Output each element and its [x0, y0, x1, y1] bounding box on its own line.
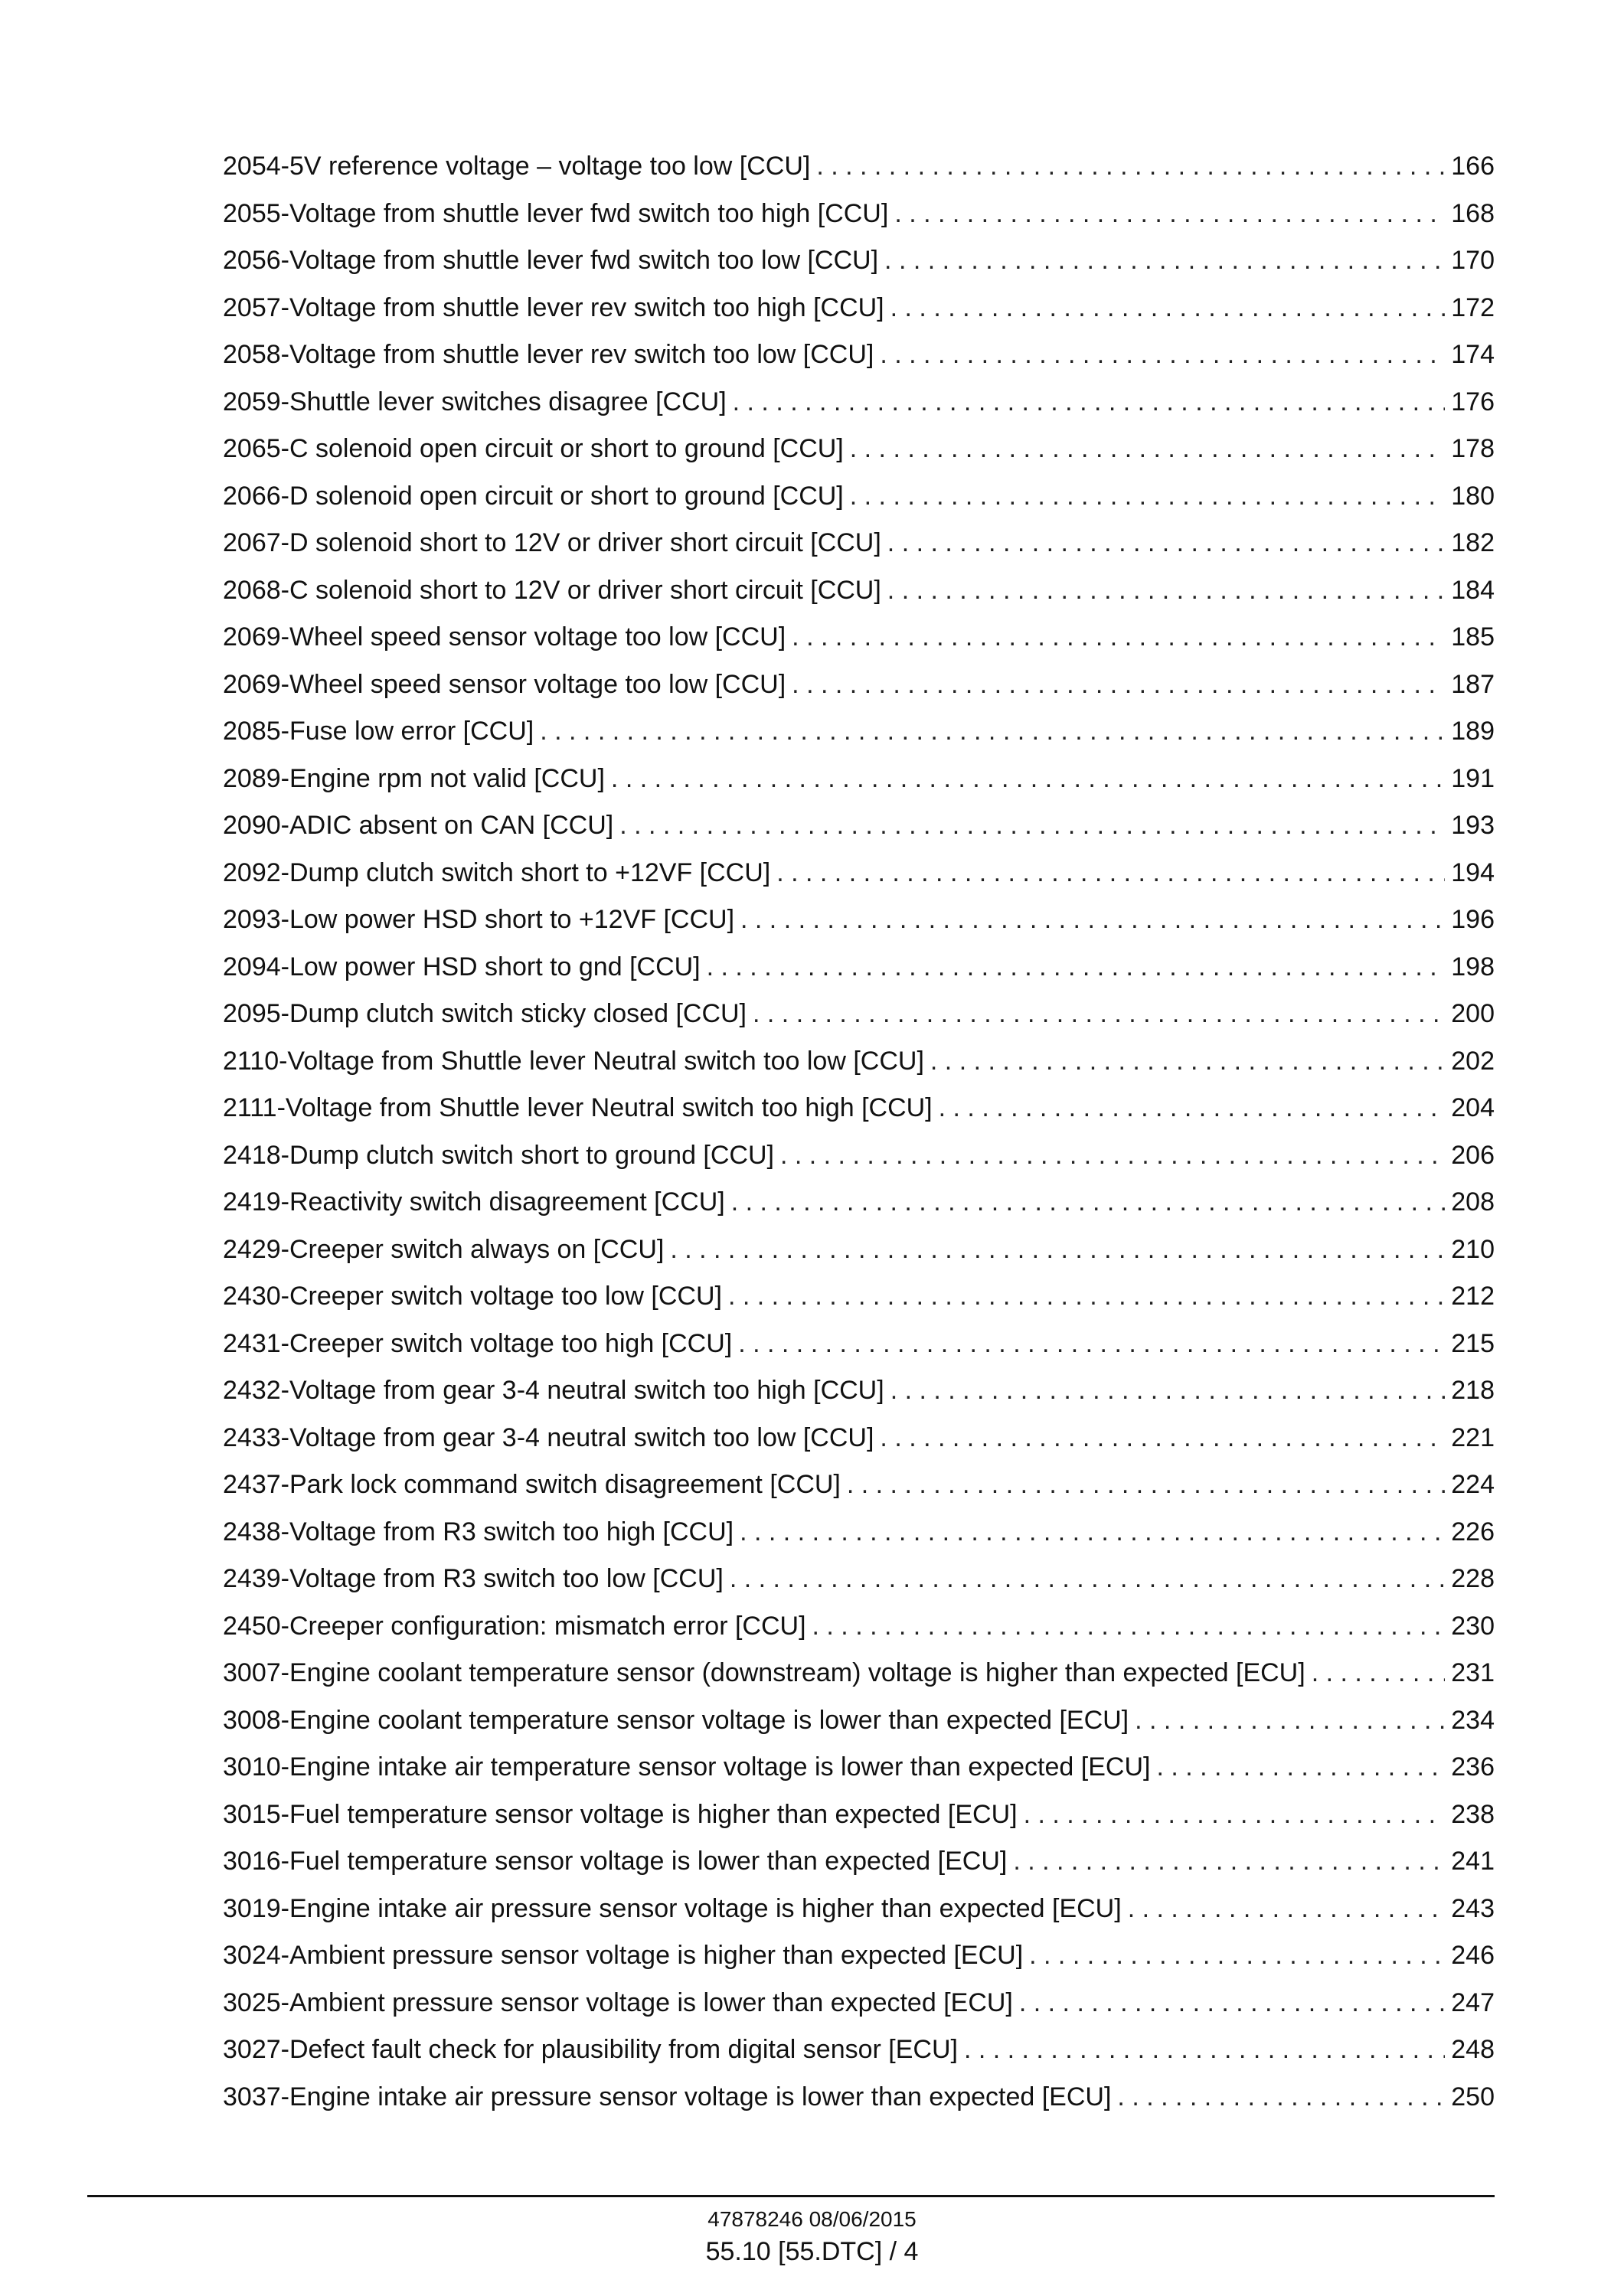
toc-entry-page: 180: [1451, 481, 1495, 511]
dot-leader: [887, 575, 1445, 606]
toc-entry-page: 200: [1451, 999, 1495, 1028]
toc-entry-title: 2059-Shuttle lever switches disagree [CCU]: [223, 387, 727, 416]
toc-entry-page: 226: [1451, 1517, 1495, 1546]
toc-entry-page: 234: [1451, 1705, 1495, 1735]
toc-entry-page: 191: [1451, 763, 1495, 793]
toc-entry-title: 2056-Voltage from shuttle lever fwd switch too low [CCU]: [223, 246, 879, 275]
dot-leader: [792, 669, 1445, 700]
dot-leader: [1019, 1987, 1445, 2018]
toc-entry-page: 178: [1451, 434, 1495, 463]
toc-entry[interactable]: [223, 1752, 1495, 1799]
toc-entry-page: 236: [1451, 1752, 1495, 1782]
toc-entry-title: 2433-Voltage from gear 3-4 neutral switch too low [CCU]: [223, 1422, 874, 1452]
toc-entry-title: 2089-Engine rpm not valid [CCU]: [223, 763, 605, 793]
dot-leader: [730, 1563, 1445, 1594]
toc-entry-title: 2431-Creeper switch voltage too high [CCU]: [223, 1328, 733, 1358]
dot-leader: [880, 339, 1445, 370]
toc-entry[interactable]: [223, 1046, 1495, 1093]
dot-leader: [812, 1611, 1446, 1641]
toc-entry-title: 3037-Engine intake air pressure sensor voltage is lower than expected [ECU]: [223, 2082, 1112, 2111]
toc-entry-page: 193: [1451, 811, 1495, 840]
toc-entry-title: 3025-Ambient pressure sensor voltage is lower than expected [ECU]: [223, 1987, 1013, 2017]
toc-entry-page: 184: [1451, 575, 1495, 605]
toc-entry-page: 218: [1451, 1376, 1495, 1405]
toc-entry-title: 2067-D solenoid short to 12V or driver short circuit [CCU]: [223, 528, 881, 557]
toc-entry-title: 2057-Voltage from shuttle lever rev switch too high [CCU]: [223, 292, 884, 322]
toc-entry-title: 3016-Fuel temperature sensor voltage is lower than expected [ECU]: [223, 1847, 1008, 1876]
table-of-contents: [223, 151, 1495, 2128]
dot-leader: [964, 2034, 1445, 2065]
toc-entry-page: 230: [1451, 1611, 1495, 1641]
toc-entry-title: 2419-Reactivity switch disagreement [CCU]: [223, 1187, 725, 1217]
toc-entry-title: 2437-Park lock command switch disagreement [CCU]: [223, 1470, 841, 1499]
toc-entry[interactable]: [223, 527, 1495, 575]
toc-entry[interactable]: [223, 1987, 1495, 2035]
footer-divider: [87, 2195, 1495, 2197]
dot-leader: [728, 1281, 1445, 1311]
toc-entry-title: 2068-C solenoid short to 12V or driver short circuit [CCU]: [223, 575, 881, 605]
toc-entry[interactable]: [223, 1234, 1495, 1282]
toc-entry-page: 182: [1451, 528, 1495, 557]
toc-entry-title: 2110-Voltage from Shuttle lever Neutral switch too low [CCU]: [223, 1046, 924, 1076]
toc-entry[interactable]: [223, 2082, 1495, 2129]
toc-entry-title: 2090-ADIC absent on CAN [CCU]: [223, 811, 614, 840]
toc-entry-page: 194: [1451, 857, 1495, 887]
toc-entry[interactable]: [223, 904, 1495, 952]
toc-entry-title: 2432-Voltage from gear 3-4 neutral switch too high [CCU]: [223, 1376, 884, 1405]
toc-entry[interactable]: [223, 339, 1495, 387]
dot-leader: [850, 481, 1446, 511]
dot-leader: [753, 998, 1445, 1029]
toc-entry-page: 247: [1451, 1987, 1495, 2017]
toc-entry[interactable]: [223, 952, 1495, 999]
dot-leader: [887, 527, 1445, 558]
footer-page-label: 55.10 [55.DTC] / 4: [705, 2237, 919, 2266]
toc-entry-title: 3007-Engine coolant temperature sensor (downstream) voltage is higher than expected [ECU]: [223, 1658, 1305, 1687]
toc-entry[interactable]: [223, 622, 1495, 669]
toc-entry-page: 172: [1451, 292, 1495, 322]
toc-entry-title: 2069-Wheel speed sensor voltage too low [CCU]: [223, 622, 786, 652]
dot-leader: [850, 433, 1446, 464]
toc-entry-page: 246: [1451, 1941, 1495, 1970]
dot-leader: [776, 857, 1445, 888]
toc-entry-title: 2092-Dump clutch switch short to +12VF [CCU]: [223, 857, 771, 887]
toc-entry[interactable]: [223, 1092, 1495, 1140]
toc-entry-page: 196: [1451, 905, 1495, 934]
toc-entry[interactable]: [223, 1422, 1495, 1470]
toc-entry[interactable]: [223, 387, 1495, 434]
dot-leader: [1029, 1940, 1445, 1971]
toc-entry[interactable]: [223, 1563, 1495, 1611]
dot-leader: [1312, 1657, 1446, 1688]
toc-entry[interactable]: [223, 198, 1495, 246]
toc-entry-title: 2094-Low power HSD short to gnd [CCU]: [223, 952, 701, 981]
toc-entry[interactable]: [223, 575, 1495, 622]
toc-entry[interactable]: [223, 763, 1495, 811]
toc-entry-title: 3024-Ambient pressure sensor voltage is higher than expected [ECU]: [223, 1941, 1024, 1970]
toc-entry-page: 215: [1451, 1328, 1495, 1358]
toc-entry-title: 2450-Creeper configuration: mismatch error [CCU]: [223, 1611, 806, 1641]
toc-entry-title: 2065-C solenoid open circuit or short to ground [CCU]: [223, 434, 844, 463]
toc-entry[interactable]: [223, 1140, 1495, 1187]
dot-leader: [939, 1092, 1446, 1123]
dot-leader: [1117, 2082, 1445, 2112]
toc-entry-page: 202: [1451, 1046, 1495, 1076]
toc-entry[interactable]: [223, 857, 1495, 905]
toc-entry[interactable]: [223, 2034, 1495, 2082]
toc-entry-page: 224: [1451, 1470, 1495, 1499]
toc-entry-title: 2438-Voltage from R3 switch too high [CCU]: [223, 1517, 734, 1546]
dot-leader: [780, 1140, 1445, 1171]
toc-entry-page: 241: [1451, 1847, 1495, 1876]
dot-leader: [540, 716, 1445, 746]
toc-entry[interactable]: [223, 1611, 1495, 1658]
toc-entry-title: 2066-D solenoid open circuit or short to ground [CCU]: [223, 481, 844, 511]
toc-entry[interactable]: [223, 1799, 1495, 1847]
toc-entry-title: 2085-Fuse low error [CCU]: [223, 717, 534, 746]
dot-leader: [816, 151, 1445, 181]
dot-leader: [670, 1234, 1445, 1265]
toc-entry-title: 3019-Engine intake air pressure sensor voltage is higher than expected [ECU]: [223, 1893, 1122, 1923]
toc-entry-page: 228: [1451, 1564, 1495, 1593]
toc-entry-title: 2093-Low power HSD short to +12VF [CCU]: [223, 905, 735, 934]
footer-document-code: 47878246 08/06/2015: [707, 2207, 917, 2231]
toc-entry-page: 206: [1451, 1140, 1495, 1170]
toc-entry-page: 231: [1451, 1658, 1495, 1687]
toc-entry-page: 189: [1451, 717, 1495, 746]
toc-entry[interactable]: [223, 669, 1495, 717]
toc-entry-title: 2058-Voltage from shuttle lever rev switch too low [CCU]: [223, 340, 874, 369]
toc-entry-title: 2055-Voltage from shuttle lever fwd switch too high [CCU]: [223, 198, 889, 228]
toc-entry-title: 2069-Wheel speed sensor voltage too low [CCU]: [223, 669, 786, 699]
toc-entry-title: 2111-Voltage from Shuttle lever Neutral switch too high [CCU]: [223, 1093, 933, 1122]
dot-leader: [740, 1517, 1445, 1547]
dot-leader: [792, 622, 1445, 652]
toc-entry[interactable]: [223, 151, 1495, 198]
dot-leader: [930, 1046, 1445, 1076]
toc-entry-page: 238: [1451, 1799, 1495, 1829]
toc-entry-title: 2430-Creeper switch voltage too low [CCU]: [223, 1282, 722, 1311]
dot-leader: [1156, 1752, 1445, 1782]
toc-entry-page: 208: [1451, 1187, 1495, 1217]
toc-entry[interactable]: [223, 810, 1495, 857]
toc-entry-title: 2418-Dump clutch switch short to ground [CCU]: [223, 1140, 774, 1170]
toc-entry[interactable]: [223, 245, 1495, 292]
toc-entry-page: 210: [1451, 1234, 1495, 1264]
dot-leader: [611, 763, 1445, 794]
dot-leader: [733, 387, 1446, 417]
toc-entry[interactable]: [223, 292, 1495, 340]
toc-entry[interactable]: [223, 716, 1495, 763]
toc-entry[interactable]: [223, 1375, 1495, 1422]
toc-entry-page: 168: [1451, 198, 1495, 228]
toc-entry[interactable]: [223, 481, 1495, 528]
dot-leader: [619, 810, 1445, 841]
toc-entry-page: 204: [1451, 1093, 1495, 1122]
dot-leader: [884, 245, 1445, 276]
toc-entry-page: 212: [1451, 1282, 1495, 1311]
dot-leader: [731, 1187, 1446, 1217]
dot-leader: [880, 1422, 1445, 1453]
toc-entry-title: 3027-Defect fault check for plausibility from digital sensor [ECU]: [223, 2035, 958, 2064]
dot-leader: [890, 1375, 1446, 1406]
toc-entry[interactable]: [223, 1705, 1495, 1752]
toc-entry-page: 166: [1451, 152, 1495, 181]
toc-entry-page: 248: [1451, 2035, 1495, 2064]
dot-leader: [1128, 1893, 1446, 1924]
toc-entry-page: 176: [1451, 387, 1495, 416]
dot-leader: [1013, 1846, 1445, 1876]
toc-entry-page: 187: [1451, 669, 1495, 699]
toc-entry[interactable]: [223, 1517, 1495, 1564]
toc-entry-page: 221: [1451, 1422, 1495, 1452]
toc-entry-title: 3015-Fuel temperature sensor voltage is higher than expected [ECU]: [223, 1799, 1018, 1829]
dot-leader: [890, 292, 1446, 323]
dot-leader: [847, 1469, 1445, 1500]
toc-entry-page: 174: [1451, 340, 1495, 369]
toc-entry[interactable]: [223, 433, 1495, 481]
toc-entry-title: 2439-Voltage from R3 switch too low [CCU]: [223, 1564, 724, 1593]
toc-entry[interactable]: [223, 1281, 1495, 1328]
toc-entry-title: 2054-5V reference voltage – voltage too low [CCU]: [223, 152, 811, 181]
toc-entry[interactable]: [223, 1657, 1495, 1705]
dot-leader: [738, 1328, 1445, 1359]
toc-entry-title: 2429-Creeper switch always on [CCU]: [223, 1234, 665, 1264]
toc-entry-page: 170: [1451, 246, 1495, 275]
toc-entry[interactable]: [223, 1328, 1495, 1376]
toc-entry[interactable]: [223, 998, 1495, 1046]
dot-leader: [894, 198, 1445, 229]
toc-entry[interactable]: [223, 1846, 1495, 1893]
dot-leader: [707, 952, 1446, 982]
toc-entry-title: 2095-Dump clutch switch sticky closed [CCU]: [223, 999, 747, 1028]
dot-leader: [1135, 1705, 1445, 1736]
toc-entry[interactable]: [223, 1940, 1495, 1987]
toc-entry-page: 250: [1451, 2082, 1495, 2111]
toc-entry[interactable]: [223, 1893, 1495, 1941]
toc-entry[interactable]: [223, 1187, 1495, 1234]
toc-entry-page: 243: [1451, 1893, 1495, 1923]
dot-leader: [1024, 1799, 1446, 1830]
dot-leader: [740, 904, 1445, 935]
toc-entry-page: 198: [1451, 952, 1495, 981]
toc-entry-title: 3008-Engine coolant temperature sensor voltage is lower than expected [ECU]: [223, 1705, 1129, 1735]
toc-entry-title: 3010-Engine intake air temperature sensor voltage is lower than expected [ECU]: [223, 1752, 1151, 1782]
toc-entry[interactable]: [223, 1469, 1495, 1517]
toc-entry-page: 185: [1451, 622, 1495, 652]
